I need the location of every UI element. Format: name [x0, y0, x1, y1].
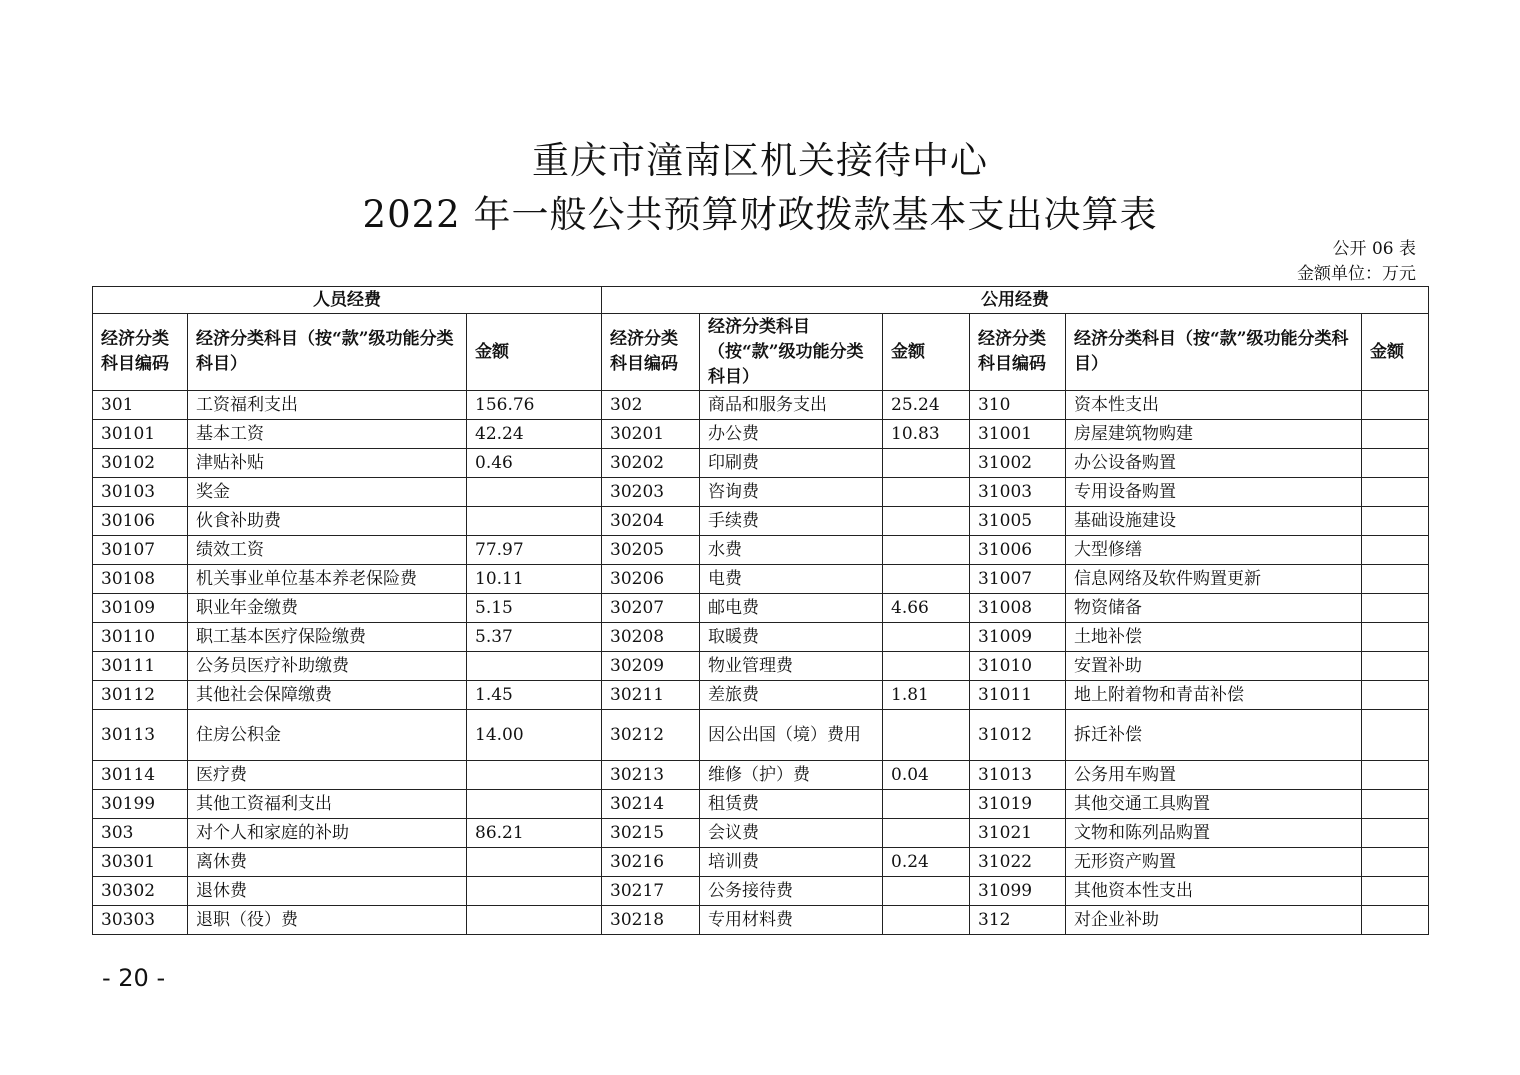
- code-cell: 30111: [93, 652, 188, 681]
- amount-cell: 0.24: [883, 848, 970, 877]
- amount-cell: 86.21: [467, 819, 602, 848]
- code-cell: 30209: [602, 652, 700, 681]
- col-header-code: 经济分类科目编码: [602, 314, 700, 391]
- col-header-amount: 金额: [883, 314, 970, 391]
- subject-cell: 公务用车购置: [1066, 761, 1362, 790]
- code-cell: 301: [93, 391, 188, 420]
- code-cell: 310: [970, 391, 1066, 420]
- amount-cell: [1362, 536, 1429, 565]
- subject-cell: 机关事业单位基本养老保险费: [188, 565, 467, 594]
- code-cell: 31021: [970, 819, 1066, 848]
- amount-cell: 10.83: [883, 420, 970, 449]
- column-header-row: [93, 314, 1429, 391]
- amount-cell: [883, 906, 970, 935]
- table-row: [93, 449, 1429, 478]
- table-row: [93, 391, 1429, 420]
- subject-cell: 地上附着物和青苗补偿: [1066, 681, 1362, 710]
- amount-cell: 14.00: [467, 710, 602, 761]
- subject-cell: 其他社会保障缴费: [188, 681, 467, 710]
- subject-cell: 基础设施建设: [1066, 507, 1362, 536]
- code-cell: 30202: [602, 449, 700, 478]
- code-cell: 31006: [970, 536, 1066, 565]
- col-header-subject: 经济分类科目（按“款”级功能分类科目）: [1066, 314, 1362, 391]
- group-public-expenses: 公用经费: [602, 287, 1429, 314]
- subject-cell: 基本工资: [188, 420, 467, 449]
- code-cell: 30108: [93, 565, 188, 594]
- subject-cell: 其他资本性支出: [1066, 877, 1362, 906]
- amount-cell: [1362, 623, 1429, 652]
- code-cell: 31099: [970, 877, 1066, 906]
- amount-cell: [467, 790, 602, 819]
- table-row: [93, 877, 1429, 906]
- amount-cell: [883, 710, 970, 761]
- amount-cell: [1362, 790, 1429, 819]
- subject-cell: 商品和服务支出: [700, 391, 883, 420]
- subject-cell: 职业年金缴费: [188, 594, 467, 623]
- group-header-row: [93, 287, 1429, 314]
- subject-cell: 公务接待费: [700, 877, 883, 906]
- subject-cell: 公务员医疗补助缴费: [188, 652, 467, 681]
- code-cell: 30217: [602, 877, 700, 906]
- amount-cell: 10.11: [467, 565, 602, 594]
- code-cell: 30103: [93, 478, 188, 507]
- code-cell: 30216: [602, 848, 700, 877]
- amount-cell: [1362, 449, 1429, 478]
- subject-cell: 对个人和家庭的补助: [188, 819, 467, 848]
- code-cell: 30201: [602, 420, 700, 449]
- amount-cell: 156.76: [467, 391, 602, 420]
- amount-cell: [467, 848, 602, 877]
- table-row: [93, 478, 1429, 507]
- subject-cell: 租赁费: [700, 790, 883, 819]
- table-row: [93, 652, 1429, 681]
- code-cell: 30199: [93, 790, 188, 819]
- table-row: [93, 848, 1429, 877]
- amount-cell: 4.66: [883, 594, 970, 623]
- amount-cell: 0.46: [467, 449, 602, 478]
- amount-cell: [883, 507, 970, 536]
- table-row: [93, 594, 1429, 623]
- table-row: [93, 761, 1429, 790]
- amount-cell: [883, 565, 970, 594]
- code-cell: 31013: [970, 761, 1066, 790]
- table-row: [93, 623, 1429, 652]
- subject-cell: 退职（役）费: [188, 906, 467, 935]
- subject-cell: 拆迁补偿: [1066, 710, 1362, 761]
- code-cell: 30110: [93, 623, 188, 652]
- amount-cell: [467, 906, 602, 935]
- code-cell: 30208: [602, 623, 700, 652]
- code-cell: 30113: [93, 710, 188, 761]
- code-cell: 30205: [602, 536, 700, 565]
- col-header-amount: 金额: [467, 314, 602, 391]
- code-cell: 30106: [93, 507, 188, 536]
- amount-cell: 42.24: [467, 420, 602, 449]
- code-cell: 31012: [970, 710, 1066, 761]
- code-cell: 30107: [93, 536, 188, 565]
- subject-cell: 手续费: [700, 507, 883, 536]
- subject-cell: 电费: [700, 565, 883, 594]
- amount-cell: [467, 507, 602, 536]
- subject-cell: 文物和陈列品购置: [1066, 819, 1362, 848]
- subject-cell: 邮电费: [700, 594, 883, 623]
- code-cell: 31003: [970, 478, 1066, 507]
- amount-cell: [1362, 478, 1429, 507]
- subject-cell: 住房公积金: [188, 710, 467, 761]
- col-header-amount: 金额: [1362, 314, 1429, 391]
- amount-cell: [1362, 819, 1429, 848]
- table-row: [93, 906, 1429, 935]
- amount-cell: 5.15: [467, 594, 602, 623]
- subject-cell: 信息网络及软件购置更新: [1066, 565, 1362, 594]
- code-cell: 30112: [93, 681, 188, 710]
- amount-cell: [883, 790, 970, 819]
- amount-cell: [467, 761, 602, 790]
- amount-cell: [1362, 594, 1429, 623]
- subject-cell: 无形资产购置: [1066, 848, 1362, 877]
- code-cell: 302: [602, 391, 700, 420]
- subject-cell: 专用材料费: [700, 906, 883, 935]
- subject-cell: 办公设备购置: [1066, 449, 1362, 478]
- amount-cell: 77.97: [467, 536, 602, 565]
- subject-cell: 差旅费: [700, 681, 883, 710]
- title-line-2: 2022 年一般公共预算财政拨款基本支出决算表: [362, 193, 1158, 236]
- amount-cell: [883, 623, 970, 652]
- amount-cell: [467, 478, 602, 507]
- budget-table: [92, 286, 1429, 935]
- amount-cell: [467, 877, 602, 906]
- table-row: [93, 819, 1429, 848]
- amount-cell: [1362, 391, 1429, 420]
- amount-cell: [1362, 652, 1429, 681]
- subject-cell: 退休费: [188, 877, 467, 906]
- code-cell: 31009: [970, 623, 1066, 652]
- code-cell: 31005: [970, 507, 1066, 536]
- table-row: [93, 420, 1429, 449]
- subject-cell: 水费: [700, 536, 883, 565]
- subject-cell: 奖金: [188, 478, 467, 507]
- table-number: 公开 06 表: [1332, 239, 1416, 259]
- amount-cell: [1362, 565, 1429, 594]
- col-header-subject: 经济分类科目（按“款”级功能分类科目）: [188, 314, 467, 391]
- amount-cell: [1362, 877, 1429, 906]
- code-cell: 30303: [93, 906, 188, 935]
- code-cell: 31007: [970, 565, 1066, 594]
- subject-cell: 土地补偿: [1066, 623, 1362, 652]
- subject-cell: 办公费: [700, 420, 883, 449]
- subject-cell: 咨询费: [700, 478, 883, 507]
- subject-cell: 安置补助: [1066, 652, 1362, 681]
- page-number: - 20 -: [102, 964, 166, 992]
- amount-cell: 0.04: [883, 761, 970, 790]
- subject-cell: 取暖费: [700, 623, 883, 652]
- amount-cell: 1.81: [883, 681, 970, 710]
- code-cell: 31011: [970, 681, 1066, 710]
- amount-cell: [883, 877, 970, 906]
- code-cell: 30204: [602, 507, 700, 536]
- group-personnel-expenses: 人员经费: [93, 287, 602, 314]
- subject-cell: 工资福利支出: [188, 391, 467, 420]
- code-cell: 30302: [93, 877, 188, 906]
- subject-cell: 其他交通工具购置: [1066, 790, 1362, 819]
- table-row: [93, 790, 1429, 819]
- code-cell: 303: [93, 819, 188, 848]
- subject-cell: 因公出国（境）费用: [700, 710, 883, 761]
- amount-cell: [1362, 507, 1429, 536]
- amount-cell: [1362, 420, 1429, 449]
- subject-cell: 伙食补助费: [188, 507, 467, 536]
- subject-cell: 离休费: [188, 848, 467, 877]
- amount-cell: [883, 536, 970, 565]
- title-line-1: 重庆市潼南区机关接待中心: [532, 139, 988, 182]
- subject-cell: 印刷费: [700, 449, 883, 478]
- document-title: [0, 134, 1520, 242]
- subject-cell: 绩效工资: [188, 536, 467, 565]
- col-header-code: 经济分类科目编码: [93, 314, 188, 391]
- table-row: [93, 507, 1429, 536]
- col-header-code: 经济分类科目编码: [970, 314, 1066, 391]
- amount-cell: [1362, 681, 1429, 710]
- code-cell: 31008: [970, 594, 1066, 623]
- amount-cell: 25.24: [883, 391, 970, 420]
- subject-cell: 培训费: [700, 848, 883, 877]
- table-row: [93, 710, 1429, 761]
- code-cell: 30301: [93, 848, 188, 877]
- amount-cell: [883, 819, 970, 848]
- code-cell: 31010: [970, 652, 1066, 681]
- code-cell: 30203: [602, 478, 700, 507]
- amount-cell: [883, 652, 970, 681]
- code-cell: 30114: [93, 761, 188, 790]
- code-cell: 30215: [602, 819, 700, 848]
- subject-cell: 物业管理费: [700, 652, 883, 681]
- code-cell: 31019: [970, 790, 1066, 819]
- code-cell: 30218: [602, 906, 700, 935]
- code-cell: 30109: [93, 594, 188, 623]
- subject-cell: 职工基本医疗保险缴费: [188, 623, 467, 652]
- subject-cell: 物资储备: [1066, 594, 1362, 623]
- code-cell: 312: [970, 906, 1066, 935]
- amount-unit: 金额单位：万元: [1297, 264, 1416, 284]
- amount-cell: 1.45: [467, 681, 602, 710]
- code-cell: 30207: [602, 594, 700, 623]
- code-cell: 30101: [93, 420, 188, 449]
- subject-cell: 对企业补助: [1066, 906, 1362, 935]
- amount-cell: [1362, 906, 1429, 935]
- subject-cell: 专用设备购置: [1066, 478, 1362, 507]
- code-cell: 31001: [970, 420, 1066, 449]
- table-row: [93, 536, 1429, 565]
- subject-cell: 会议费: [700, 819, 883, 848]
- code-cell: 30214: [602, 790, 700, 819]
- code-cell: 31022: [970, 848, 1066, 877]
- subject-cell: 维修（护）费: [700, 761, 883, 790]
- table-row: [93, 681, 1429, 710]
- subject-cell: 大型修缮: [1066, 536, 1362, 565]
- subject-cell: 其他工资福利支出: [188, 790, 467, 819]
- col-header-subject: 经济分类科目（按“款”级功能分类科目）: [700, 314, 883, 391]
- table-row: [93, 565, 1429, 594]
- code-cell: 30206: [602, 565, 700, 594]
- subject-cell: 医疗费: [188, 761, 467, 790]
- amount-cell: 5.37: [467, 623, 602, 652]
- code-cell: 30211: [602, 681, 700, 710]
- amount-cell: [883, 449, 970, 478]
- amount-cell: [467, 652, 602, 681]
- subject-cell: 资本性支出: [1066, 391, 1362, 420]
- code-cell: 30102: [93, 449, 188, 478]
- amount-cell: [1362, 710, 1429, 761]
- subject-cell: 津贴补贴: [188, 449, 467, 478]
- code-cell: 31002: [970, 449, 1066, 478]
- amount-cell: [1362, 761, 1429, 790]
- amount-cell: [883, 478, 970, 507]
- code-cell: 30212: [602, 710, 700, 761]
- subject-cell: 房屋建筑物购建: [1066, 420, 1362, 449]
- amount-cell: [1362, 848, 1429, 877]
- code-cell: 30213: [602, 761, 700, 790]
